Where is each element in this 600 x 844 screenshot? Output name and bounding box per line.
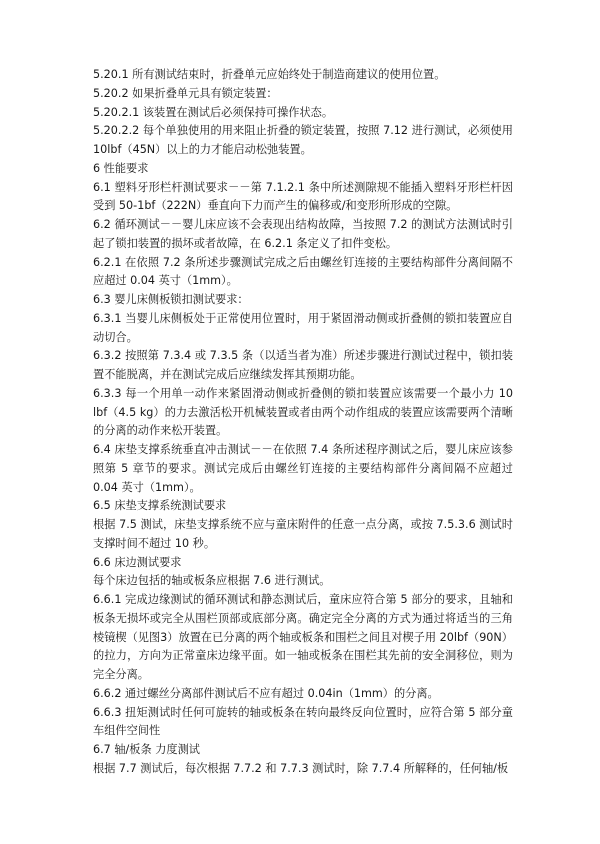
heading-6-5: 6.5 床垫支撑系统测试要求 — [93, 499, 227, 513]
clause-5-20-2: 5.20.2 如果折叠单元具有锁定装置： — [93, 86, 278, 100]
heading-6-7: 6.7 轴/板条 力度测试 — [93, 743, 200, 756]
clause-6-6-2: 6.6.2 通过螺丝分离部件测试后不应有超过 0.04in（1mm）的分离。 — [93, 686, 439, 700]
clause-5-20-2-1: 5.20.2.1 该装置在测试后必须保持可操作状态。 — [93, 105, 334, 119]
clause-6-3-2: 6.3.2 按照第 7.3.4 或 7.3.5 条（以适当者为准）所述步骤进行测试过程中，锁扣装置不能脱离，并在测试完成后应继续发挥其预期功能。 — [93, 349, 513, 381]
clause-5-20-2-2: 5.20.2.2 每个单独使用的用来阻止折叠的锁定装置，按照 7.12 进行测试，必须使用 10lbf（45N）以上的力才能启动松弛装置。 — [93, 124, 513, 156]
clause-6-3-3: 6.3.3 每一个用单一动作来紧固滑动侧或折叠侧的锁扣装置应该需要一个最小力 10 lbf（4.5 kg）的力去激活松开机械装置或者由两个动作组成的装置应该需要两个清晰的分离的动作来松开装置。 — [93, 386, 513, 438]
clause-6-3: 6.3 婴儿床侧板锁扣测试要求： — [93, 293, 249, 306]
clause-6-6-3: 6.6.3 扭矩测试时任何可旋转的轴或板条在转向最终反向位置时，应符合第 5 部分童车组件空间性 — [93, 705, 513, 738]
clause-6-3-1: 6.3.1 当婴儿床侧板处于正常使用位置时，用于紧固滑动侧或折叠侧的锁扣装置应自动切合。 — [93, 311, 513, 344]
heading-6-6: 6.6 床边测试要求 — [93, 555, 182, 569]
document-body — [93, 66, 513, 779]
clause-6-6-1: 6.6.1 完成边缘测试的循环测试和静态测试后，童床应符合第 5 部分的要求，且轴和板条无损坏或完全从围栏顶部或底部分离。确定完全分离的方式为通过将适当的三角棱镜楔（见图3）放置在已分离的两个轴或板条和围栏之间且对楔子用 20lbf（90N）的拉力，方向为正常童床边缘平面。如一轴或板条在围栏其先前的安全洞移位，则为完全分离。 — [93, 593, 513, 681]
clause-6-6-body: 每个床边包括的轴或板条应根据 7.6 进行测试。 — [93, 574, 331, 588]
clause-6-2-1: 6.2.1 在依照 7.2 条所述步骤测试完成之后由螺丝钉连接的主要结构部件分离间隔不应超过 0.04 英寸（1mm）。 — [93, 255, 513, 288]
clause-5-20-1: 5.20.1 所有测试结束时，折叠单元应始终处于制造商建议的使用位置。 — [93, 68, 446, 81]
section-heading-6: 6 性能要求 — [93, 161, 149, 175]
clause-6-5-body: 根据 7.5 测试，床垫支撑系统不应与童床附件的任意一点分离，或按 7.5.3.6 测试时支撑时间不超过 10 秒。 — [93, 518, 513, 550]
clause-6-1: 6.1 塑料牙形栏杆测试要求－－第 7.1.2.1 条中所述测隙规不能插入塑料牙形栏杆因受到 50-1bf（222N）垂直向下力而产生的偏移或/和变形所形成的空隙。 — [93, 180, 513, 213]
clause-6-4: 6.4 床垫支撑系统垂直冲击测试－－在依照 7.4 条所述程序测试之后，婴儿床应该参照第 5 章节的要求。测试完成后由螺丝钉连接的主要结构部件分离间隔不应超过 0.04 英寸（1mm）。 — [93, 443, 513, 494]
clause-6-2: 6.2 循环测试－－婴儿床应该不会表现出结构故障，当按照 7.2 的测试方法测试时引起了锁扣装置的损坏或者故障，在 6.2.1 条定义了扣件变松。 — [93, 218, 513, 250]
clause-6-7-body: 根据 7.7 测试后，每次根据 7.7.2 和 7.7.3 测试时，除 7.7.4 所解释的，任何轴/板 — [93, 761, 509, 775]
